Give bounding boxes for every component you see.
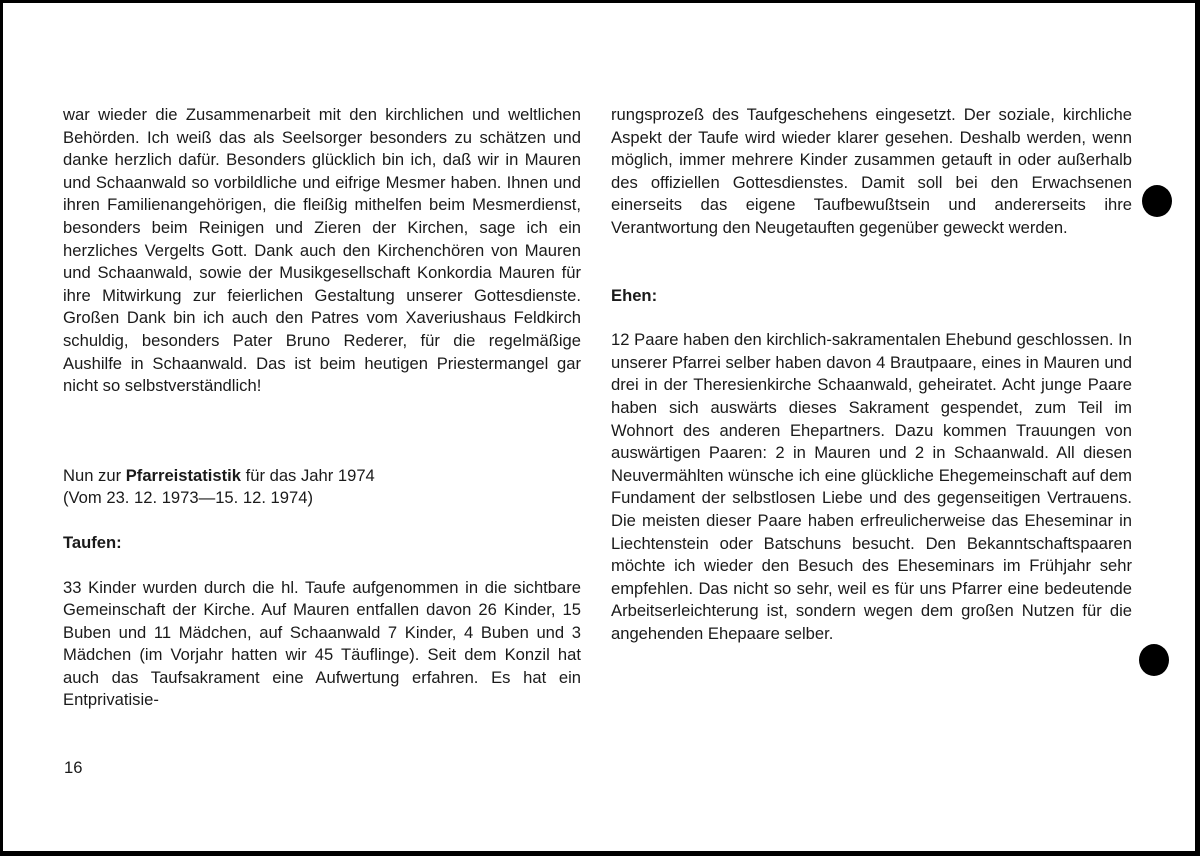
punch-hole-icon — [1139, 644, 1169, 676]
ehen-heading: Ehen: — [611, 285, 658, 305]
statistics-line — [63, 465, 581, 488]
taufen-paragraph: 33 Kinder wurden durch die hl. Taufe aufgenommen in die sichtbare Gemeinschaft der Kirche. Auf Mauren entfallen davon 26 Kinder, 15 Buben und 11 Mädchen, auf Schaanwald 7 Kinder, 4 Buben und 3 Mädchen (im Vorjahr hatten wir 45 Täuflinge). Seit dem Konzil hat auch das Taufsakrament eine Aufwertung erfahren. Es hat ein Entprivatisie- — [63, 577, 581, 710]
taufen-heading: Taufen: — [63, 532, 122, 552]
statistics-prefix: Nun zur — [63, 465, 126, 485]
ehen-paragraph: 12 Paare haben den kirchlich-sakramentalen Ehebund geschlossen. In unserer Pfarrei selber haben davon 4 Brautpaare, eines in Mauren und drei in der Theresienkirche Schaanwald, geheiratet. Acht junge Paare haben sich auswärts dieses Sakrament gespendet, zum Teil im Wohnort des anderen Ehepartners. Dazu kommen Trauungen von auswärtigen Paaren: 2 in Mauren und 2 in Schaanwald. All diesen Neuvermählten wünsche ich eine glückliche Ehegemeinschaft auf dem Fundament der selbstlosen Liebe und des gegenseitigen Vertrauens. Die meisten dieser Paare haben erfreulicherweise das Eheseminar in Liechtenstein oder Batschuns besucht. Den Bekanntschaftspaaren möchte ich wieder den Besuch des Eheseminars im Frühjahr sehr empfehlen. Das nicht so sehr, weil es für uns Pfarrer eine bedeutende Arbeitserleichterung ist, sondern wegen dem großen Nutzen für die angehenden Ehepaare selber. — [611, 330, 1132, 643]
left-column — [63, 104, 581, 712]
statistics-period: (Vom 23. 12. 1973—15. 12. 1974) — [63, 488, 313, 508]
statistics-suffix: für das Jahr 1974 — [241, 465, 375, 485]
statistics-bold-term: Pfarreistatistik — [125, 465, 242, 485]
page-number: 16 — [64, 758, 83, 777]
document-page — [3, 3, 1195, 851]
intro-paragraph: war wieder die Zusammenarbeit mit den kirchlichen und weltlichen Behörden. Ich weiß das als Seelsorger besonders zu schätzen und danke herzlich dafür. Besonders glücklich bin ich, daß wir in Mauren und Schaanwald so vorbildliche und eifrige Mesmer haben. Ihnen und ihren Familienangehörigen, die fleißig mithelfen beim Mesmerdienst, besonders beim Reinigen und Zieren der Kirchen, sage ich ein herzliches Vergelts Gott. Dank auch den Kirchenchören von Mauren und Schaanwald, sowie der Musikgesellschaft Konkordia Mauren für ihre Mitwirkung zur feierlichen Gestaltung unserer Gottesdienste. Großen Dank bin ich auch den Patres vom Xaveriushaus Feldkirch schuldig, besonders Pater Bruno Rederer, für die regelmäßige Aushilfe in Schaanwald. Das ist beim heutigen Priestermangel gar nicht so selbstverständlich! — [63, 105, 581, 396]
taufen-continued-paragraph: rungsprozeß des Taufgeschehens eingesetzt. Der soziale, kirchliche Aspekt der Taufe wird wieder klarer gesehen. Deshalb werden, wenn möglich, immer mehrere Kinder zusammen getauft in oder außerhalb des offiziellen Gottesdienstes. Damit soll bei den Erwachsenen einerseits das eigene Taufbewußtsein und andererseits ihre Verantwortung den Neugetauften gegenüber geweckt werden. — [611, 105, 1132, 237]
right-column — [611, 104, 1132, 645]
punch-hole-icon — [1142, 185, 1172, 217]
